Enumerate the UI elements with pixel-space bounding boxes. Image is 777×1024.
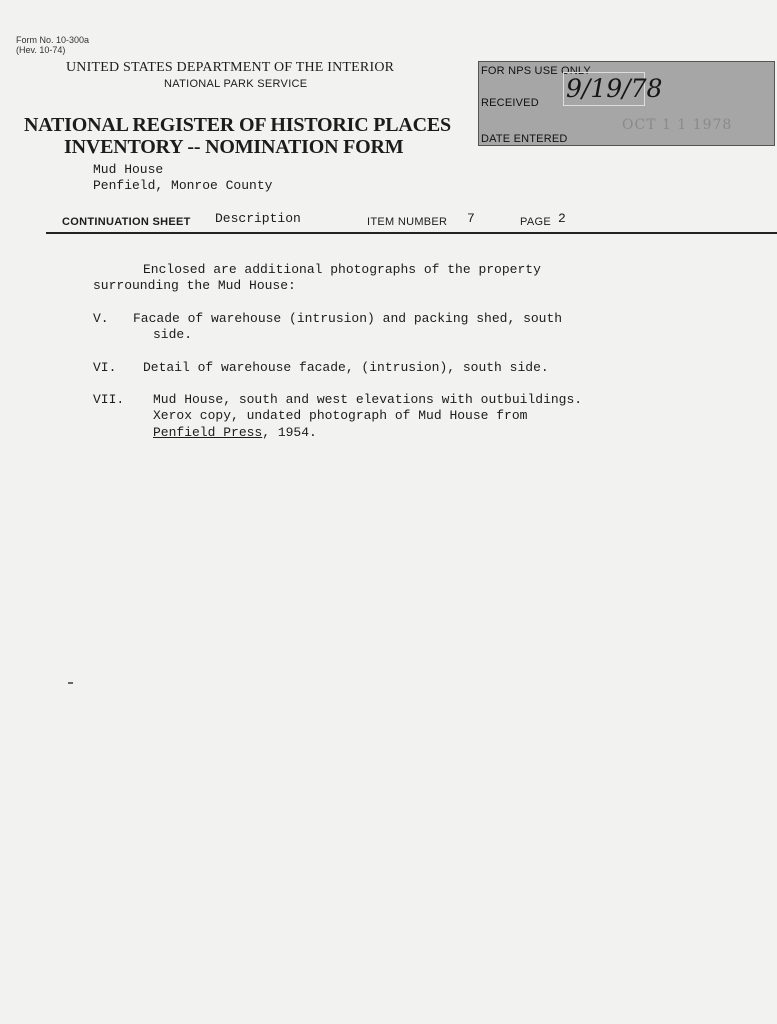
list-item-number: V. <box>93 311 109 326</box>
list-item-citation <box>153 424 317 441</box>
list-item-text-cont: Xerox copy, undated photograph of Mud House from <box>153 408 528 423</box>
intro-line-2: surrounding the Mud House: <box>93 278 296 293</box>
form-subtitle: INVENTORY -- NOMINATION FORM <box>64 136 404 158</box>
nps-use-box <box>478 61 775 146</box>
date-entered-stamp: OCT 1 1 1978 <box>622 117 733 133</box>
form-number: Form No. 10-300a <box>16 35 90 45</box>
list-item-number: VII. <box>93 392 125 407</box>
list-item-text-cont: side. <box>153 327 193 342</box>
department-heading: UNITED STATES DEPARTMENT OF THE INTERIOR <box>66 60 395 75</box>
list-item-text: Mud House, south and west elevations with outbuildings. <box>153 392 583 407</box>
publication-title: Penfield Press <box>153 425 263 440</box>
publication-year: , 1954. <box>262 425 317 440</box>
form-title: NATIONAL REGISTER OF HISTORIC PLACES <box>24 114 451 136</box>
intro-line-1: Enclosed are additional photographs of the property <box>143 262 541 277</box>
property-name: Mud House <box>93 162 164 177</box>
scan-speck <box>68 682 73 684</box>
property-location: Penfield, Monroe County <box>93 178 273 193</box>
list-item-text: Facade of warehouse (intrusion) and packing shed, south <box>133 311 563 326</box>
received-label: RECEIVED <box>481 97 539 109</box>
nps-box-heading: FOR NPS USE ONLY <box>481 65 591 77</box>
list-item-text: Detail of warehouse facade, (intrusion), south side. <box>143 360 549 375</box>
header-divider <box>46 232 777 234</box>
item-number-label: ITEM NUMBER <box>367 216 448 228</box>
list-item-number: VI. <box>93 360 117 375</box>
agency-heading: NATIONAL PARK SERVICE <box>164 78 308 90</box>
received-date-handwritten: 9/19/78 <box>563 72 645 106</box>
form-revision: (Hev. 10-74) <box>16 45 66 55</box>
page-value: 2 <box>558 211 566 226</box>
page-label: PAGE <box>520 216 551 228</box>
date-entered-label: DATE ENTERED <box>481 133 568 145</box>
continuation-sheet-value: Description <box>215 211 301 226</box>
continuation-sheet-label: CONTINUATION SHEET <box>62 216 191 228</box>
item-number-value: 7 <box>467 211 475 226</box>
